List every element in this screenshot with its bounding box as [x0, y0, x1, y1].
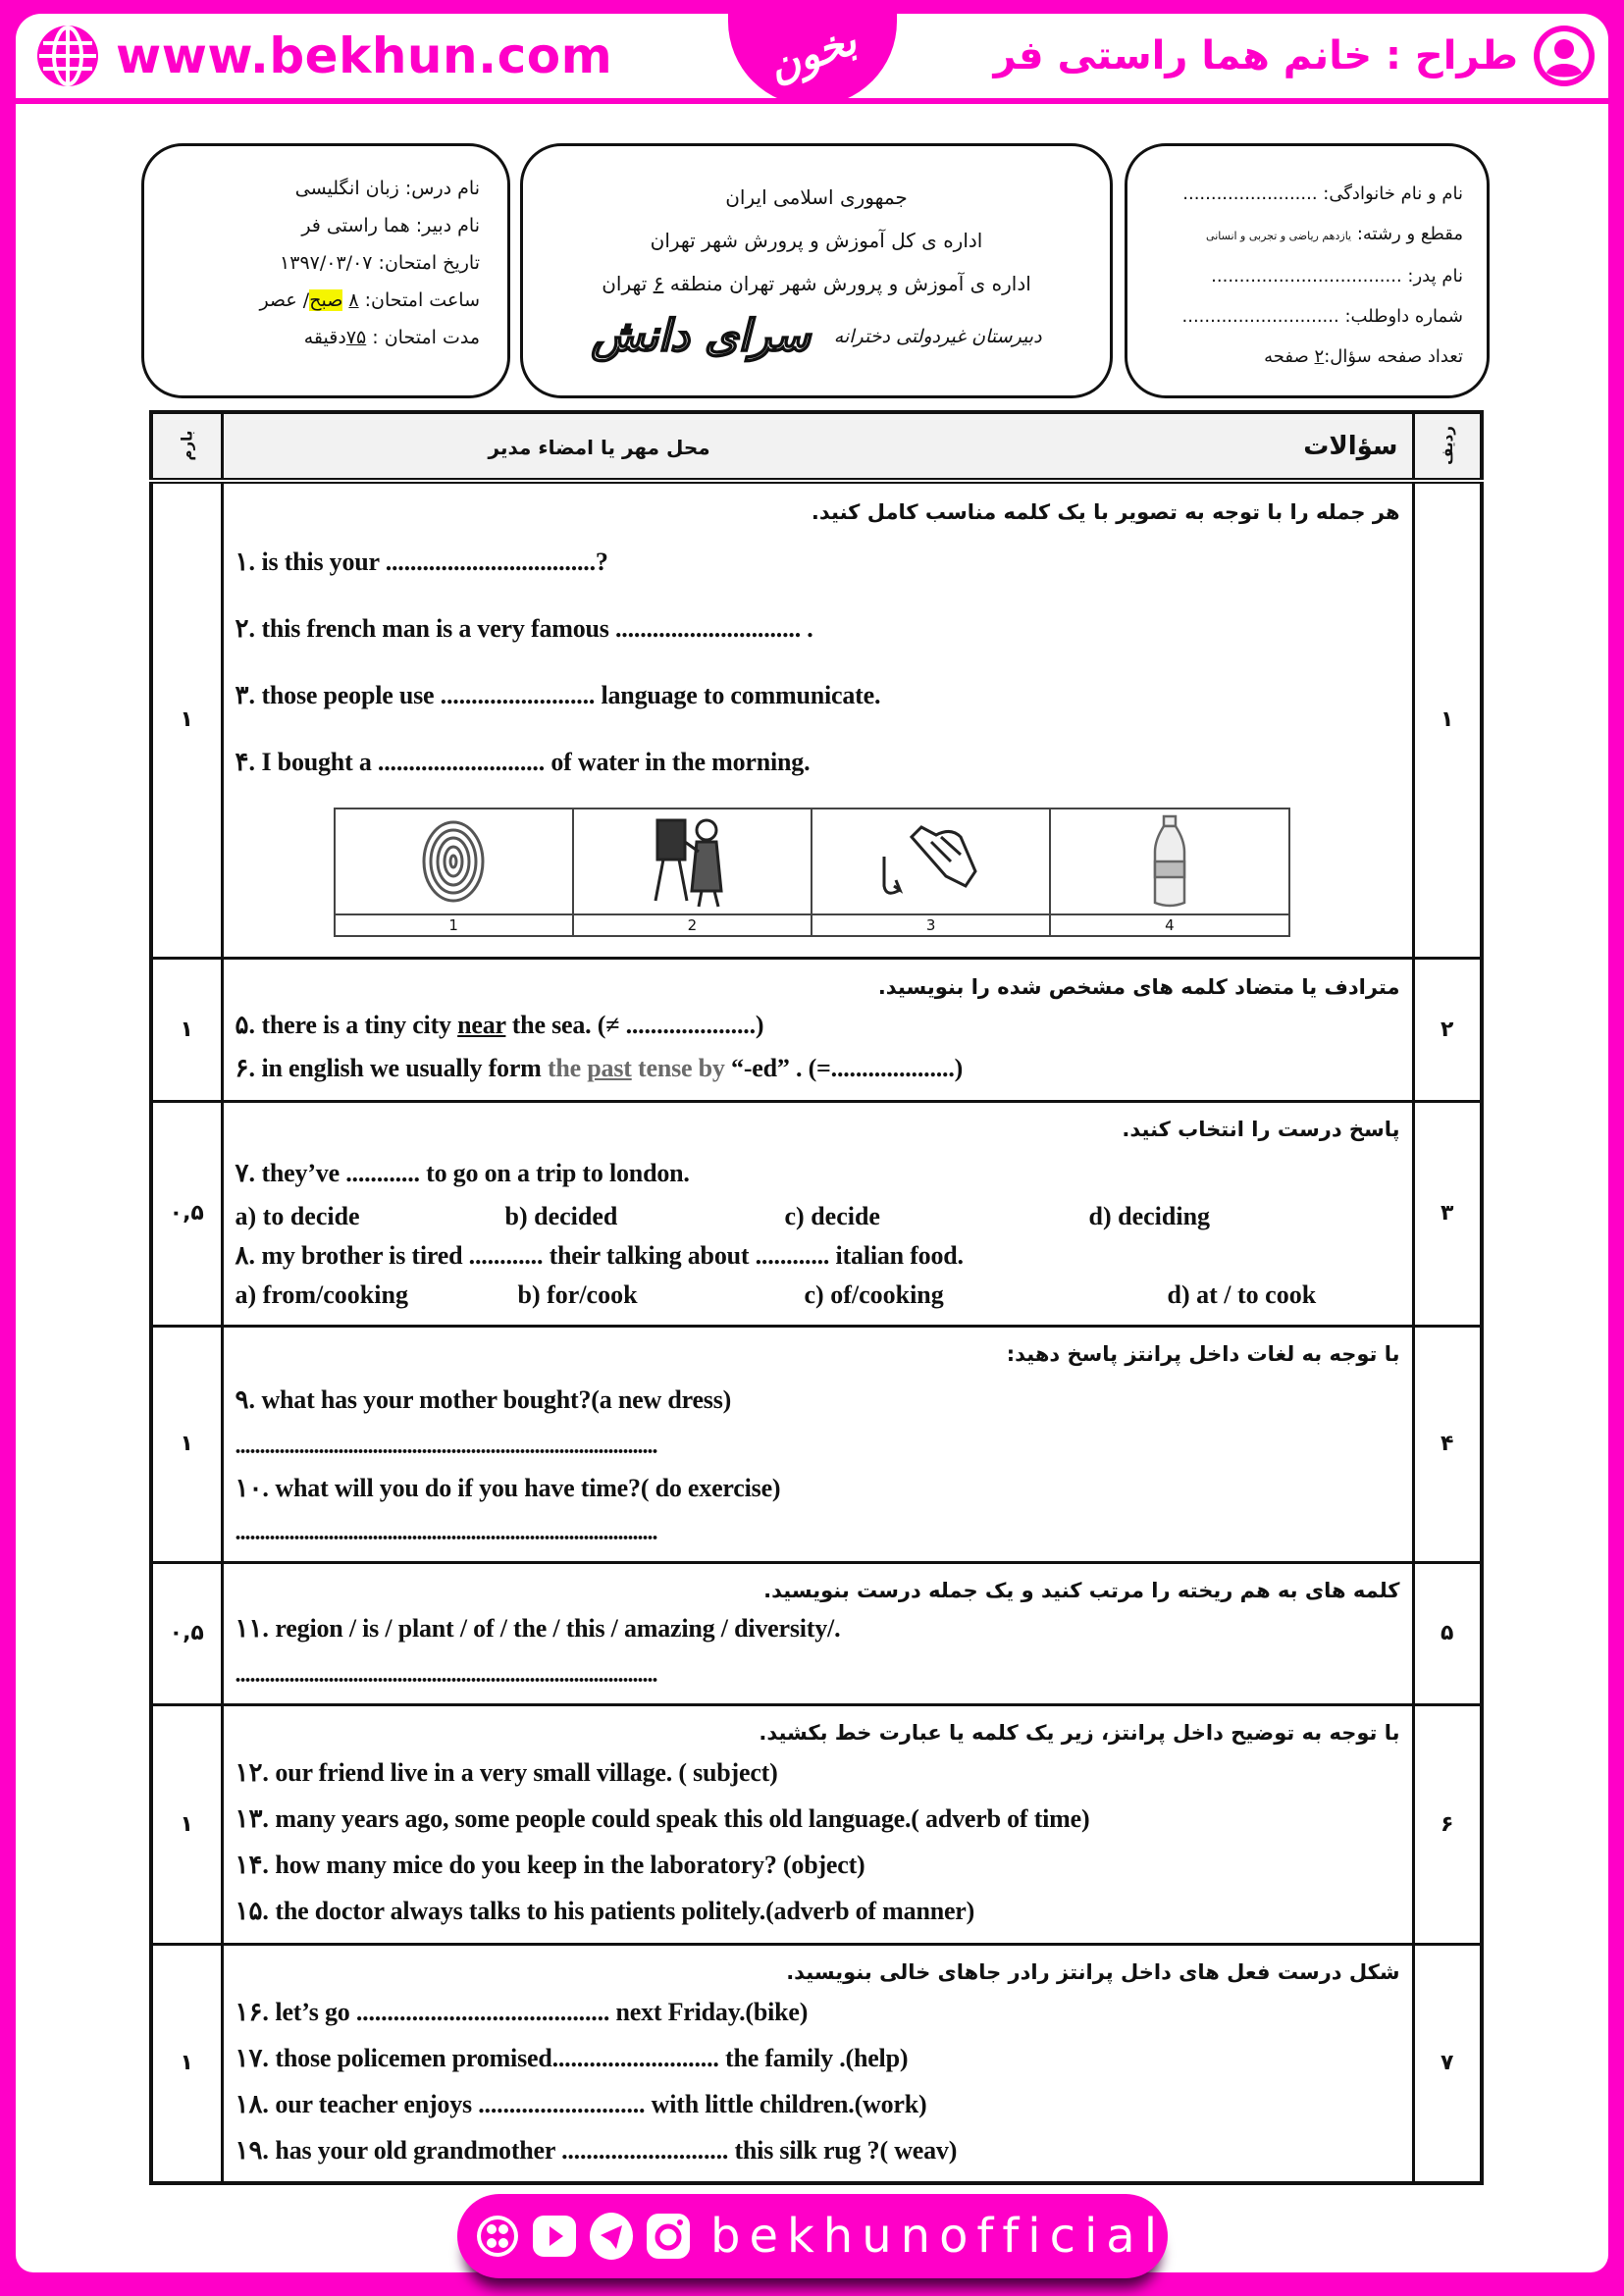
section-instruction: شکل درست فعل های داخل پرانتز رادر جاهای خالی بنویسید.	[786, 1959, 1400, 1984]
father-name-field: نام پدر: ..................................	[1211, 266, 1463, 287]
teacher-name: نام دبیر: هما راستی فر	[301, 215, 480, 236]
question-section-3	[151, 1101, 1482, 1326]
option-b: b) for/cook	[517, 1279, 638, 1309]
question-section-5	[151, 1562, 1482, 1704]
question-section-4	[151, 1326, 1482, 1562]
section-mark: ۱	[151, 1704, 222, 1944]
section-number: ۱	[1413, 481, 1482, 958]
exam-time: ساعت امتحان: ۸ صبح/ عصر	[259, 289, 480, 311]
question-2: ۲. this french man is a very famous .............................. .	[235, 613, 813, 643]
question-section-2	[151, 958, 1482, 1101]
question-section-7	[151, 1944, 1482, 2183]
question-7-options	[236, 1195, 1400, 1238]
section-mark: ۱	[151, 1326, 222, 1562]
student-info-box	[1125, 143, 1490, 398]
questions-table	[149, 410, 1484, 2185]
highlighted-morning: صبح	[309, 289, 343, 311]
question-14: ۱۴. how many mice do you keep in the laboratory? (object)	[235, 1851, 865, 1879]
section-mark: ۰,۵	[151, 1562, 222, 1704]
question-1: ۱. is this your ..................................?	[235, 547, 608, 576]
question-section-6	[151, 1704, 1482, 1944]
page-count: تعداد صفحه سؤال:۲ صفحه	[1264, 346, 1463, 367]
youtube-icon[interactable]	[530, 2210, 579, 2263]
painter-icon	[638, 812, 746, 911]
principal-stamp-label: محل مهر یا امضاء مدیر	[488, 436, 710, 459]
section-instruction: با توجه به لغات داخل پرانتز پاسخ دهید:	[1006, 1341, 1400, 1366]
answer-line[interactable]: ......................................................................................	[235, 1433, 657, 1459]
question-6: ۶. in english we usually form the past tense by “-ed” . (=....................)	[235, 1054, 964, 1082]
exam-duration: مدت امتحان : ۷۵دقیقه	[303, 327, 480, 348]
section-number: ۲	[1413, 958, 1482, 1101]
website-text: www.bekhun.com	[116, 27, 613, 84]
question-4: ۴. I bought a ........................... of water in the morning.	[235, 747, 811, 776]
user-icon	[1530, 22, 1598, 90]
section-number: ۳	[1413, 1101, 1482, 1326]
question-18: ۱۸. our teacher enjoys ........................... with little children.(work)	[235, 2089, 927, 2118]
table-header-row	[151, 412, 1482, 481]
option-c: c) decide	[784, 1201, 880, 1230]
country-title: جمهوری اسلامی ایران	[725, 185, 908, 209]
website-link[interactable]	[33, 22, 612, 90]
question-section-1	[151, 481, 1482, 958]
social-handle-badge[interactable]	[457, 2194, 1168, 2278]
question-13: ۱۳. many years ago, some people could speak this old language.( adverb of time)	[235, 1804, 1090, 1833]
exam-info-box	[141, 143, 510, 398]
option-d: d) deciding	[1088, 1201, 1211, 1230]
question-8-options	[236, 1274, 1400, 1317]
section-mark: ۱	[151, 1944, 222, 2183]
globe-icon	[33, 22, 102, 90]
grade-field: مقطع و رشته: یازدهم ریاضی و تجربی و انسانی	[1206, 224, 1463, 244]
section-instruction: هر جمله را با توجه به تصویر با یک کلمه مناسب کامل کنید.	[811, 499, 1400, 524]
question-7: ۷. they’ve ............ to go on a trip to london.	[235, 1158, 690, 1187]
instagram-icon[interactable]	[644, 2210, 693, 2263]
section-mark: ۱	[151, 958, 222, 1101]
section-mark: ۰,۵	[151, 1101, 222, 1326]
option-c: c) of/cooking	[804, 1279, 944, 1309]
school-name-row	[523, 311, 1110, 361]
brand-logo-text: بخون	[761, 15, 864, 91]
picture-strip	[334, 808, 1290, 937]
answer-line[interactable]: ......................................................................................	[235, 1661, 657, 1688]
section-number: ۵	[1413, 1562, 1482, 1704]
section-instruction: مترادف یا متضاد کلمه های مشخص شده را بنویسید.	[877, 975, 1400, 999]
section-instruction: با توجه به توضیح داخل پرانتز، زیر یک کلمه یا عبارت خط بکشید.	[759, 1721, 1400, 1745]
section-instruction: کلمه های به هم ریخته را مرتب کنید و یک جمله درست بنویسید.	[763, 1578, 1400, 1602]
question-9: ۹. what has your mother bought?(a new dress)	[235, 1384, 732, 1414]
question-17: ۱۷. those policemen promised........................... the family .(help)	[235, 2043, 909, 2072]
designer-text: طراح : خانم هما راستی فر	[993, 33, 1518, 78]
section-number: ۴	[1413, 1326, 1482, 1562]
sign-language-hand-icon	[872, 817, 990, 906]
option-a: a) from/cooking	[235, 1279, 408, 1309]
section-number: ۶	[1413, 1704, 1482, 1944]
water-bottle-icon	[1145, 812, 1194, 911]
answer-line[interactable]: ......................................................................................	[235, 1519, 657, 1545]
school-logo: سرای دانش	[591, 311, 811, 361]
student-name-field: نام و نام خانوادگی: ........................	[1182, 183, 1463, 204]
section-instruction: پاسخ درست را انتخاب کنید.	[1122, 1117, 1400, 1141]
row-number-column-header: ردیف	[1413, 412, 1482, 481]
question-10: ۱۰. what will you do if you have time?( do exercise)	[235, 1473, 781, 1502]
option-b: b) decided	[504, 1201, 618, 1230]
school-info-box	[520, 143, 1113, 398]
picture-2: 2	[574, 809, 812, 935]
question-11: ۱۱. region / is / plant / of / the / this / amazing / diversity/.	[235, 1613, 841, 1643]
option-d: d) at / to cook	[1167, 1279, 1317, 1309]
district-office-title: اداره ی آموزش و پرورش شهر تهران منطقه ۶ تهران	[602, 272, 1031, 295]
section-mark: ۱	[151, 481, 222, 958]
exam-date: تاریخ امتحان: ۱۳۹۷/۰۳/۰۷	[280, 252, 480, 274]
picture-4: 4	[1051, 809, 1287, 935]
school-type: دبیرستان غیردولتی دخترانه	[833, 325, 1042, 347]
picture-3: 3	[812, 809, 1051, 935]
question-12: ۱۲. our friend live in a very small village. ( subject)	[235, 1758, 778, 1787]
option-a: a) to decide	[235, 1201, 360, 1230]
question-15: ۱۵. the doctor always talks to his patients politely.(adverb of manner)	[235, 1897, 975, 1925]
question-3: ۳. those people use ......................... language to communicate.	[235, 680, 881, 709]
question-8: ۸. my brother is tired ............ their talking about ............ italian food.	[235, 1240, 964, 1270]
designer-credit	[994, 22, 1598, 90]
subject-name: نام درس: زبان انگلیسی	[294, 178, 480, 199]
question-5: ۵. there is a tiny city near the sea. (≠ .....................)	[235, 1011, 764, 1039]
section-number: ۷	[1413, 1944, 1482, 2183]
candidate-number-field: شماره داوطلب: ............................	[1181, 306, 1463, 327]
general-office-title: اداره ی کل آموزش و پرورش شهر تهران	[650, 229, 983, 252]
questions-column-header: محل مهر یا امضاء مدیر سؤالات	[222, 412, 1413, 481]
telegram-icon[interactable]	[587, 2210, 636, 2263]
aparat-icon[interactable]	[473, 2210, 522, 2263]
mark-column-header: بارم	[151, 412, 222, 481]
fingerprint-icon	[419, 817, 488, 906]
question-19: ۱۹. has your old grandmother ........................... this silk rug ?( weav)	[235, 2135, 958, 2165]
picture-1: 1	[336, 809, 574, 935]
question-16: ۱۶. let’s go ......................................... next Friday.(bike)	[235, 1997, 809, 2026]
social-handle-text: bekhunofficial	[710, 2209, 1167, 2264]
